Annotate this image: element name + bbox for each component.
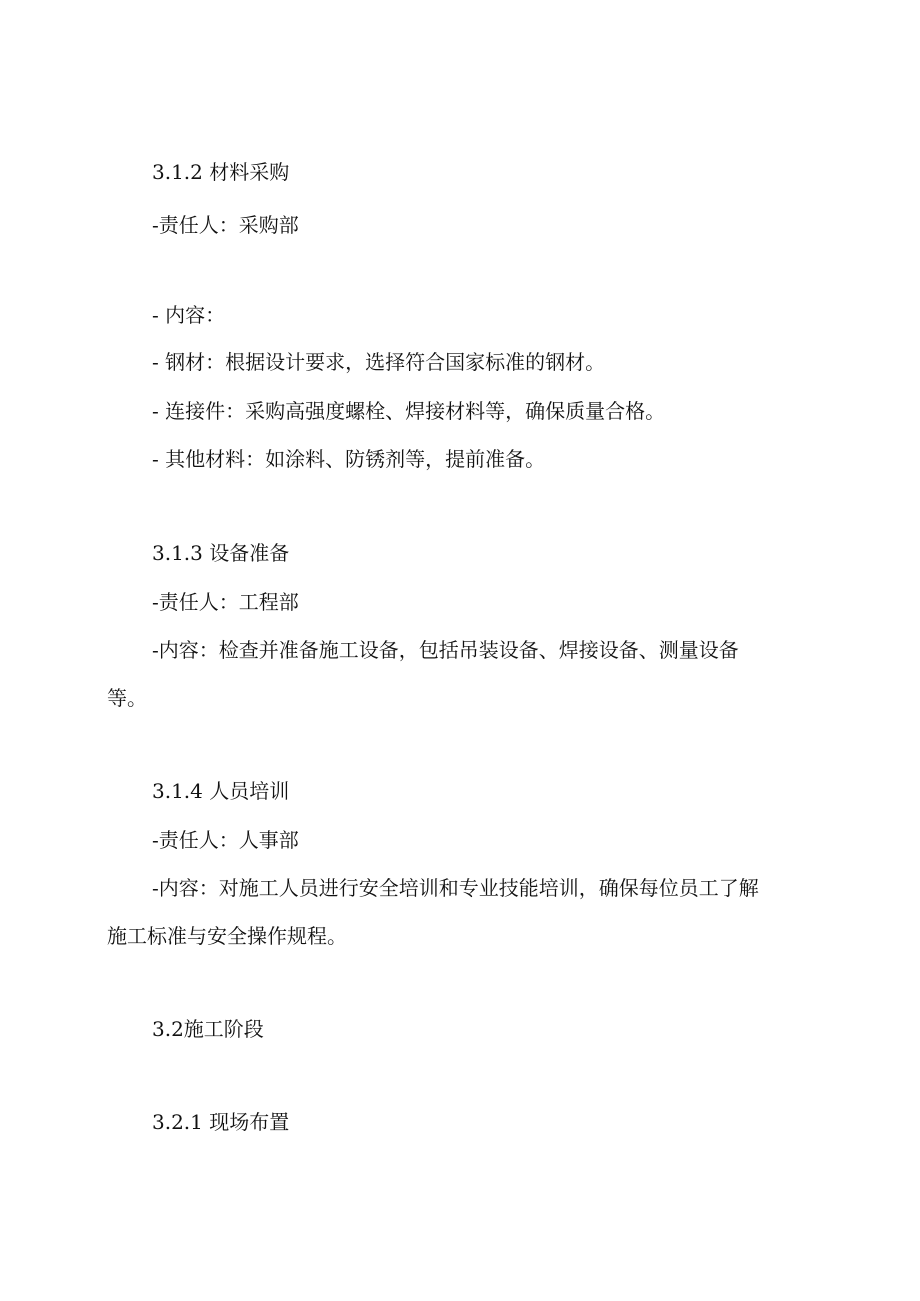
other-materials-item: - 其他材料：如涂料、防锈剂等，提前准备。 xyxy=(152,447,546,471)
responsible-engineering: -责任人：工程部 xyxy=(152,590,299,614)
steel-item: - 钢材：根据设计要求，选择符合国家标准的钢材。 xyxy=(152,350,606,374)
training-content: -内容：对施工人员进行安全培训和专业技能培训，确保每位员工了解 xyxy=(152,876,759,900)
equipment-content-continued: 等。 xyxy=(107,686,147,710)
heading-3-2: 3.2施工阶段 xyxy=(152,1017,264,1041)
content-label: - 内容： xyxy=(152,303,226,327)
responsible-procurement: -责任人：采购部 xyxy=(152,213,299,237)
heading-3-1-3: 3.1.3 设备准备 xyxy=(152,541,290,565)
responsible-hr: -责任人：人事部 xyxy=(152,828,299,852)
heading-3-2-1: 3.2.1 现场布置 xyxy=(152,1110,290,1134)
connector-item: - 连接件：采购高强度螺栓、焊接材料等，确保质量合格。 xyxy=(152,399,666,423)
training-content-continued: 施工标准与安全操作规程。 xyxy=(107,924,347,948)
equipment-content: -内容：检查并准备施工设备，包括吊装设备、焊接设备、测量设备 xyxy=(152,638,739,662)
heading-3-1-2: 3.1.2 材料采购 xyxy=(152,160,290,184)
heading-3-1-4: 3.1.4 人员培训 xyxy=(152,779,290,803)
